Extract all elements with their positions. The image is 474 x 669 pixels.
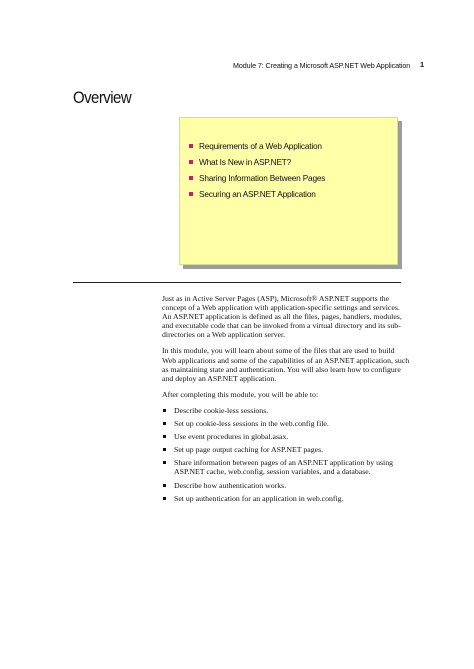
module-paragraph: In this module, you will learn about some of the files that are used to build Web applications and some of the capabilities of an ASP.NET application, such as maintaining state and authentication. You will also learn how to configure and deploy an ASP.NET application.: [162, 346, 410, 383]
square-bullet-icon: [189, 160, 193, 164]
page-title: Overview: [73, 88, 132, 107]
bullet-icon: [163, 435, 166, 438]
body-text: [162, 294, 410, 507]
objective-text: Set up cookie-less sessions in the web.config file.: [174, 419, 329, 429]
objective-text: Use event procedures in global.asax.: [174, 432, 289, 442]
objective-text: Set up page output caching for ASP.NET pages.: [174, 445, 324, 455]
slide-box: [179, 117, 398, 265]
objective-text: Describe cookie-less sessions.: [174, 405, 269, 415]
slide-bullet-item: [189, 156, 325, 172]
bullet-icon: [163, 422, 166, 425]
objectives-list: [162, 406, 410, 503]
objective-text: Set up authentication for an application in web.config.: [174, 493, 344, 503]
bullet-icon: [163, 461, 166, 464]
section-divider: [73, 282, 401, 283]
objectives-intro: After completing this module, you will be able to:: [162, 389, 319, 399]
slide-bullet-list: [189, 140, 325, 204]
slide-bullet-text: Securing an ASP.NET Application: [199, 189, 316, 199]
page-number: 1: [420, 60, 425, 69]
slide-bullet-text: Requirements of a Web Application: [199, 141, 322, 151]
intro-paragraph: Just as in Active Server Pages (ASP), Microsoft® ASP.NET supports the concept of a Web application with application-specific settings and services. An ASP.NET application is defined as all the files, pages, handlers, modules, and executable code that can be invoked from a virtual directory and its sub-directories on a Web application server.: [162, 294, 402, 340]
slide-bullet-item: [189, 140, 325, 156]
slide-bullet-item: [189, 188, 325, 204]
bullet-icon: [163, 409, 166, 412]
bullet-icon: [163, 484, 166, 487]
slide-bullet-text: Sharing Information Between Pages: [199, 173, 326, 183]
running-header: Module 7: Creating a Microsoft ASP.NET Web Application: [233, 61, 411, 70]
slide-bullet-text: What Is New in ASP.NET?: [199, 157, 292, 167]
slide-bullet-item: [189, 172, 325, 188]
bullet-icon: [163, 497, 166, 500]
objective-text: Describe how authentication works.: [174, 480, 287, 490]
square-bullet-icon: [189, 176, 193, 180]
square-bullet-icon: [189, 144, 193, 148]
objective-text: Share information between pages of an ASP.NET application by using ASP.NET cache, web.config, session variables, and a database.: [174, 458, 393, 477]
objective-item: [162, 458, 410, 476]
objective-item: [162, 481, 410, 490]
objective-item: [162, 432, 410, 441]
square-bullet-icon: [189, 192, 193, 196]
objective-item: [162, 406, 410, 415]
objective-item: [162, 494, 410, 503]
objective-item: [162, 445, 410, 454]
bullet-icon: [163, 448, 166, 451]
objective-item: [162, 419, 410, 428]
